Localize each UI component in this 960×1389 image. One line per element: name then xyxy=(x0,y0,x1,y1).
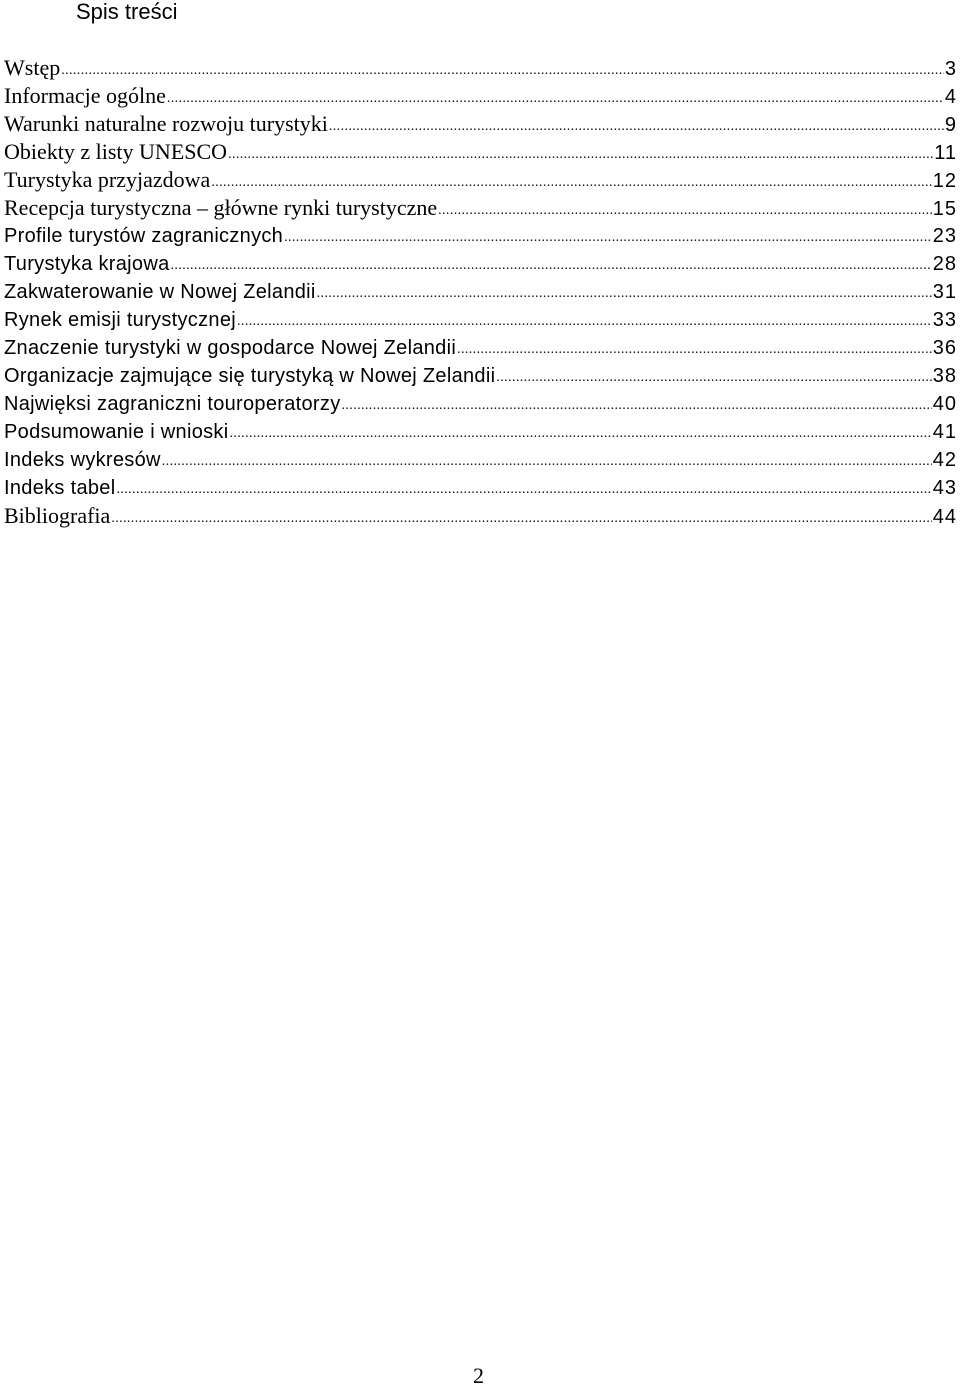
toc-entry-page: 4 xyxy=(944,86,957,108)
toc-entry-page: 23 xyxy=(932,225,957,247)
toc-entry-page: 43 xyxy=(932,477,957,499)
toc-entry-label: Znaczenie turystyki w gospodarce Nowej Zelandii xyxy=(4,337,457,359)
toc-entry-label: Zakwaterowanie w Nowej Zelandii xyxy=(4,281,316,303)
toc-entry-znaczenie-turystyki[interactable] xyxy=(4,334,957,362)
toc-entry-page: 31 xyxy=(932,281,957,303)
dot-leader xyxy=(211,169,931,197)
toc-entry-indeks-tabel[interactable] xyxy=(4,474,957,502)
toc-entry-page: 36 xyxy=(932,337,957,359)
toc-entry-podsumowanie[interactable] xyxy=(4,418,957,446)
toc-entry-touroperatorzy[interactable] xyxy=(4,390,957,418)
dot-leader xyxy=(229,420,931,448)
dot-leader xyxy=(237,308,932,336)
toc-entry-page: 44 xyxy=(932,506,957,528)
toc-entry-informacje-ogolne[interactable] xyxy=(4,82,957,110)
toc-entry-page: 38 xyxy=(932,365,957,387)
toc-entry-page: 3 xyxy=(944,58,957,80)
toc-entry-turystyka-krajowa[interactable] xyxy=(4,250,957,278)
toc-entry-page: 11 xyxy=(934,142,957,164)
toc-entry-page: 15 xyxy=(932,198,957,220)
toc-entry-indeks-wykresow[interactable] xyxy=(4,446,957,474)
dot-leader xyxy=(228,141,933,169)
toc-entry-recepcja-turystyczna[interactable] xyxy=(4,194,957,222)
toc-entry-bibliografia[interactable] xyxy=(4,502,957,530)
toc-entry-page: 28 xyxy=(932,253,957,275)
page-title: Spis treści xyxy=(76,0,178,24)
toc-entry-page: 42 xyxy=(932,449,957,471)
toc-entry-wstep[interactable] xyxy=(4,54,957,82)
toc-entry-organizacje[interactable] xyxy=(4,362,957,390)
toc-entry-profile-turystow[interactable] xyxy=(4,222,957,250)
dot-leader xyxy=(329,113,944,141)
dot-leader xyxy=(162,448,932,476)
toc-entry-label: Indeks tabel xyxy=(4,477,116,499)
toc-entry-unesco[interactable] xyxy=(4,138,957,166)
toc-entry-label: Recepcja turystyczna – główne rynki turystyczne xyxy=(4,195,438,220)
dot-leader xyxy=(457,336,932,364)
toc-entry-rynek-emisji[interactable] xyxy=(4,306,957,334)
toc-entry-page: 12 xyxy=(932,170,957,192)
dot-leader xyxy=(317,280,932,308)
toc-entry-warunki-naturalne[interactable] xyxy=(4,110,957,138)
page-number: 2 xyxy=(473,1363,484,1388)
toc-entry-turystyka-przyjazdowa[interactable] xyxy=(4,166,957,194)
toc-entry-label: Najwięksi zagraniczni touroperatorzy xyxy=(4,393,341,415)
toc-entry-page: 41 xyxy=(932,421,957,443)
dot-leader xyxy=(167,85,944,113)
toc-entry-label: Organizacje zajmujące się turystyką w Nowej Zelandii xyxy=(4,365,496,387)
toc-entry-label: Warunki naturalne rozwoju turystyki xyxy=(4,111,328,136)
dot-leader xyxy=(496,364,931,392)
toc-entry-label: Podsumowanie i wnioski xyxy=(4,421,229,443)
toc-entry-page: 33 xyxy=(932,309,957,331)
dot-leader xyxy=(171,252,932,280)
dot-leader xyxy=(342,392,932,420)
toc-entry-label: Rynek emisji turystycznej xyxy=(4,309,237,331)
dot-leader xyxy=(438,197,932,225)
toc-entry-label: Bibliografia xyxy=(4,503,111,528)
dot-leader xyxy=(111,505,931,533)
toc-entry-label: Turystyka krajowa xyxy=(4,253,170,275)
toc-entry-page: 9 xyxy=(944,114,957,136)
toc-entry-label: Profile turystów zagranicznych xyxy=(4,225,284,247)
toc-entry-label: Informacje ogólne xyxy=(4,83,166,108)
table-of-contents xyxy=(4,54,957,530)
toc-entry-page: 40 xyxy=(932,393,957,415)
toc-entry-label: Indeks wykresów xyxy=(4,449,161,471)
dot-leader xyxy=(284,224,932,252)
toc-entry-zakwaterowanie[interactable] xyxy=(4,278,957,306)
toc-entry-label: Turystyka przyjazdowa xyxy=(4,167,211,192)
dot-leader xyxy=(116,476,931,504)
toc-entry-label: Obiekty z listy UNESCO xyxy=(4,139,228,164)
toc-entry-label: Wstęp xyxy=(4,55,61,80)
dot-leader xyxy=(61,57,944,85)
